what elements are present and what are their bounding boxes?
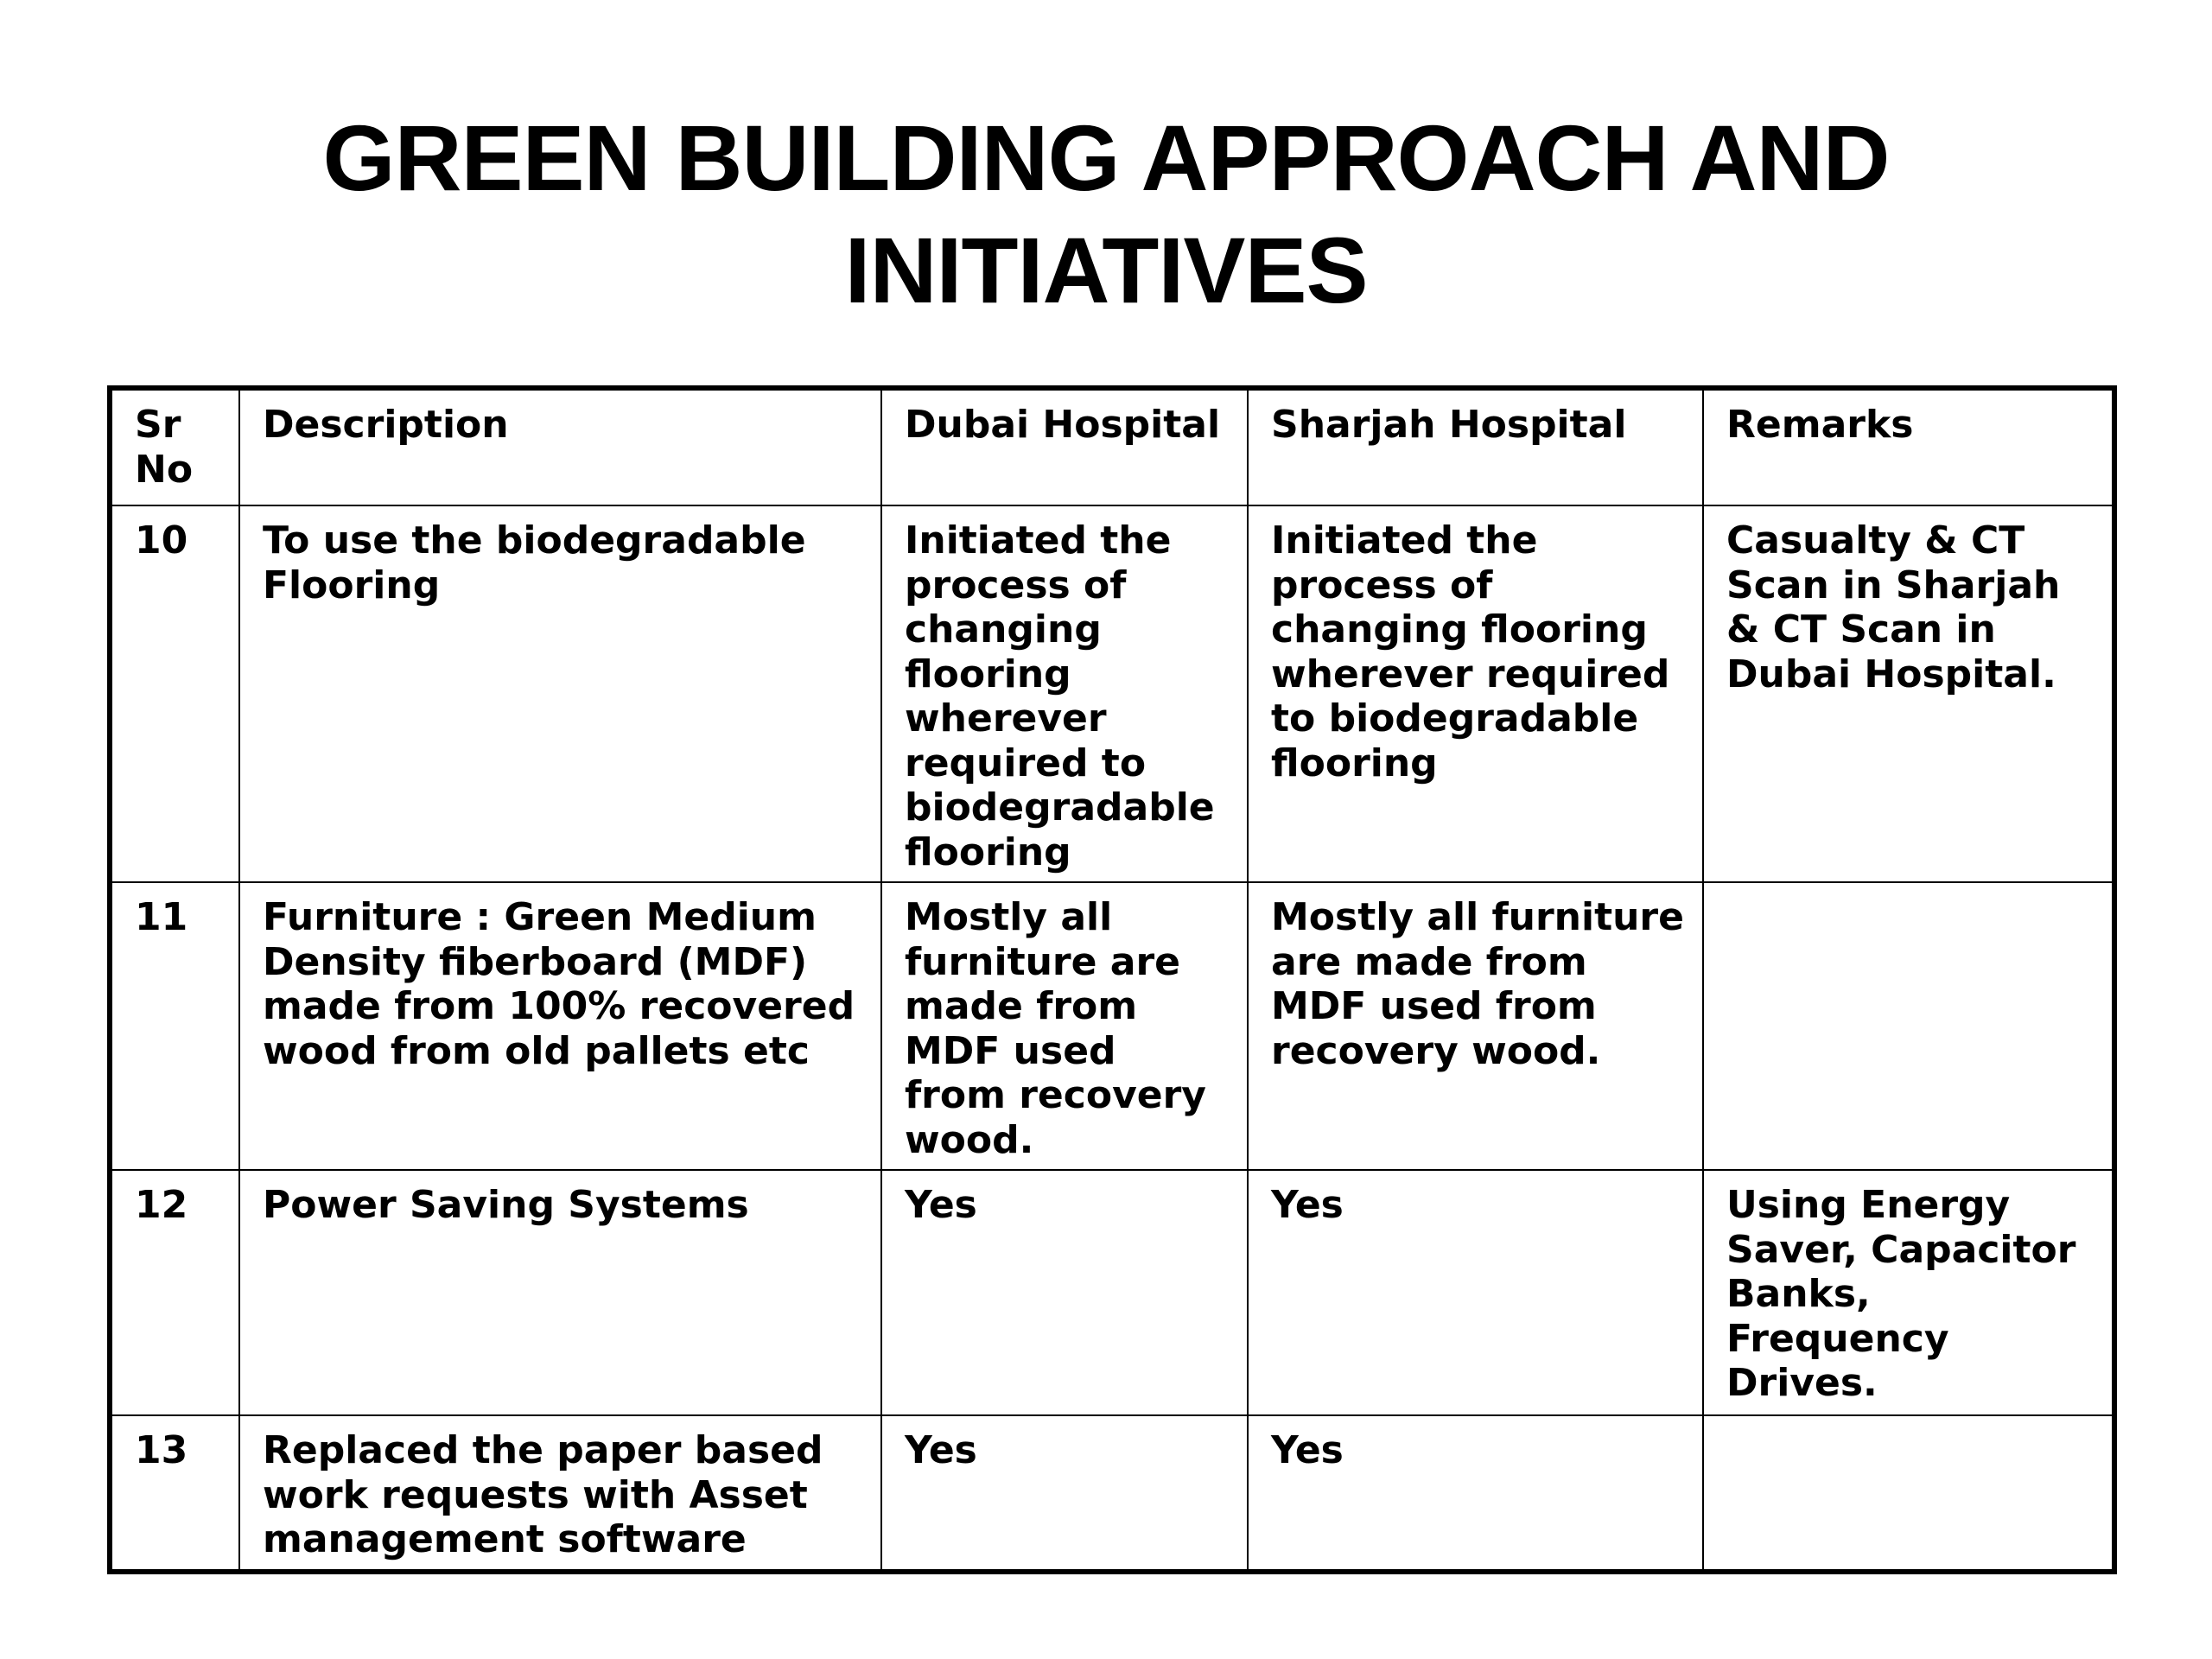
cell-sr-no: 11 [110, 882, 239, 1170]
header-description: Description [239, 388, 881, 505]
cell-sharjah-hospital: Mostly all furniture are made from MDF used from recovery wood. [1248, 882, 1703, 1170]
table-row [110, 505, 2114, 882]
table-row [110, 882, 2114, 1170]
cell-remarks: Using Energy Saver, Capacitor Banks, Frequency Drives. [1703, 1170, 2114, 1415]
page-title [0, 102, 2212, 327]
header-remarks: Remarks [1703, 388, 2114, 505]
header-sharjah-hospital: Sharjah Hospital [1248, 388, 1703, 505]
cell-sr-no: 13 [110, 1415, 239, 1572]
table-row [110, 1415, 2114, 1572]
cell-dubai-hospital: Mostly all furniture are made from MDF used from recovery wood. [881, 882, 1248, 1170]
cell-remarks [1703, 1415, 2114, 1572]
cell-dubai-hospital: Yes [881, 1170, 1248, 1415]
initiatives-table-container [107, 385, 2112, 1574]
cell-description: To use the biodegradable Flooring [239, 505, 881, 882]
page-title-line-1: GREEN BUILDING APPROACH AND [322, 105, 1890, 210]
cell-sr-no: 10 [110, 505, 239, 882]
cell-sharjah-hospital: Yes [1248, 1170, 1703, 1415]
cell-description: Furniture : Green Medium Density fiberboard (MDF) made from 100% recovered wood from old pallets etc [239, 882, 881, 1170]
cell-sharjah-hospital: Yes [1248, 1415, 1703, 1572]
cell-remarks [1703, 882, 2114, 1170]
cell-description: Replaced the paper based work requests with Asset management software [239, 1415, 881, 1572]
cell-description: Power Saving Systems [239, 1170, 881, 1415]
table-header-row [110, 388, 2114, 505]
cell-sr-no: 12 [110, 1170, 239, 1415]
initiatives-table [107, 385, 2117, 1574]
header-sr-no: Sr No [110, 388, 239, 505]
cell-remarks: Casualty & CT Scan in Sharjah & CT Scan in Dubai Hospital. [1703, 505, 2114, 882]
cell-sharjah-hospital: Initiated the process of changing flooring wherever required to biodegradable flooring [1248, 505, 1703, 882]
cell-dubai-hospital: Yes [881, 1415, 1248, 1572]
table-row [110, 1170, 2114, 1415]
page-title-line-2: INITIATIVES [844, 218, 1368, 322]
cell-dubai-hospital: Initiated the process of changing flooring wherever required to biodegradable flooring [881, 505, 1248, 882]
header-dubai-hospital: Dubai Hospital [881, 388, 1248, 505]
